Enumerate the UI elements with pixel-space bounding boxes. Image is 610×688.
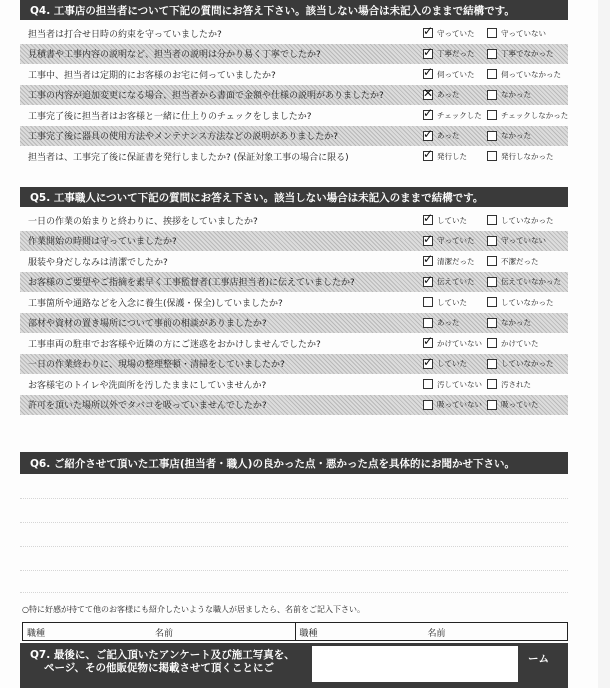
option-label: 発行した bbox=[437, 151, 467, 161]
write-line bbox=[20, 498, 568, 499]
question-text: 許可を頂いた場所以外でタバコを吸っていませんでしたか? bbox=[28, 401, 267, 412]
write-line bbox=[20, 570, 568, 571]
option-label: 守っていた bbox=[437, 28, 475, 38]
option-label: 吸っていた bbox=[501, 400, 539, 410]
answer-option bbox=[487, 256, 539, 267]
option-label: 守っていない bbox=[501, 236, 546, 246]
check-mark-icon: ✓ bbox=[423, 211, 434, 226]
option-label: あった bbox=[437, 131, 460, 141]
answer-option bbox=[423, 44, 475, 59]
answer-option bbox=[423, 334, 482, 349]
question-text: 部材や資材の置き場所について事前の相談がありましたか? bbox=[28, 319, 267, 330]
option-label: していなかった bbox=[501, 359, 554, 369]
q5-row bbox=[20, 313, 568, 334]
answer-option bbox=[487, 28, 546, 39]
q5-question-list bbox=[20, 210, 568, 415]
question-text: 担当者は打合せ日時の約束を守っていましたか? bbox=[28, 29, 222, 40]
option-label: 守っていた bbox=[437, 236, 475, 246]
option-label: 吸っていない bbox=[437, 400, 482, 410]
answer-option bbox=[423, 211, 467, 226]
check-mark-icon: ✓ bbox=[423, 147, 434, 162]
question-text: お客様宅のトイレや洗面所を汚したままにしていませんか? bbox=[28, 380, 267, 391]
write-line bbox=[20, 522, 568, 523]
answer-option bbox=[487, 338, 539, 349]
answer-option bbox=[423, 354, 467, 369]
q5-row bbox=[20, 292, 568, 313]
checkbox[interactable] bbox=[423, 334, 434, 349]
q4-row bbox=[20, 64, 568, 85]
checkbox[interactable] bbox=[423, 272, 434, 287]
question-text: 工事車両の駐車でお客様や近隣の方にご迷惑をおかけしませんでしたか? bbox=[28, 339, 321, 350]
question-text: 工事中、担当者は定期的にお客様のお宅に伺っていましたか? bbox=[28, 70, 276, 81]
q5-row bbox=[20, 231, 568, 252]
answer-option bbox=[423, 379, 482, 390]
option-label: 発行しなかった bbox=[501, 151, 554, 161]
check-mark-icon: ✓ bbox=[423, 44, 434, 59]
referral-cell-2[interactable] bbox=[295, 623, 568, 640]
option-label: 汚していない bbox=[437, 379, 482, 389]
question-text: 工事の内容が追加変更になる場合、担当者から書面で金額や仕様の説明がありましたか? bbox=[28, 91, 384, 102]
checkbox[interactable] bbox=[423, 85, 434, 100]
option-label: していなかった bbox=[501, 297, 554, 307]
checkbox[interactable] bbox=[487, 49, 497, 59]
option-label: あった bbox=[437, 90, 460, 100]
q5-row bbox=[20, 210, 568, 231]
checkbox[interactable] bbox=[487, 151, 497, 161]
answer-option bbox=[423, 126, 460, 141]
checkbox[interactable] bbox=[423, 297, 433, 307]
q4-row bbox=[20, 44, 568, 65]
job-type-label: 職種 bbox=[299, 629, 318, 639]
name-label: 名前 bbox=[427, 629, 446, 639]
answer-option bbox=[487, 69, 561, 80]
answer-option bbox=[423, 231, 475, 246]
checkbox[interactable] bbox=[487, 379, 497, 389]
checkbox[interactable] bbox=[487, 359, 497, 369]
checkbox[interactable] bbox=[487, 277, 497, 287]
option-label: なかった bbox=[501, 90, 531, 100]
referral-note: ○特に好感が持てて他のお客様にも紹介したいような職人が居ましたら、名前をご記入下さい。 bbox=[22, 605, 365, 614]
checkbox[interactable] bbox=[423, 400, 433, 410]
answer-option bbox=[487, 235, 546, 246]
checkbox[interactable] bbox=[423, 126, 434, 141]
checkbox[interactable] bbox=[487, 236, 497, 246]
question-text: 作業開始の時間は守っていましたか? bbox=[28, 237, 177, 248]
question-text: 工事完了後に担当者はお客様と一緒に仕上りのチェックをしましたか? bbox=[28, 111, 312, 122]
checkbox[interactable] bbox=[487, 28, 497, 38]
question-text: 担当者は、工事完了後に保証書を発行しましたか? (保証対象工事の場合に限る) bbox=[28, 152, 349, 163]
answer-option bbox=[487, 89, 531, 100]
answer-option bbox=[487, 276, 561, 287]
option-label: 伝えていた bbox=[437, 277, 475, 287]
job-type-label: 職種 bbox=[27, 629, 46, 639]
option-label: 守っていない bbox=[501, 28, 546, 38]
check-mark-icon: ✓ bbox=[423, 65, 434, 80]
check-mark-icon: ✓ bbox=[423, 24, 434, 39]
answer-option bbox=[423, 272, 475, 287]
checkbox[interactable] bbox=[423, 379, 433, 389]
option-label: 汚された bbox=[501, 379, 531, 389]
checkbox[interactable] bbox=[487, 318, 497, 328]
checkbox[interactable] bbox=[423, 24, 434, 39]
option-label: 不潔だった bbox=[501, 256, 539, 266]
q4-row bbox=[20, 85, 568, 106]
answer-option bbox=[487, 215, 554, 226]
option-label: していた bbox=[437, 359, 467, 369]
q4-question-list bbox=[20, 23, 568, 167]
checkbox[interactable] bbox=[423, 147, 434, 162]
referral-table bbox=[22, 622, 568, 641]
q7-line-2: ページ、その他販促物に掲載させて頂くことにご bbox=[44, 662, 274, 674]
answer-option bbox=[487, 297, 554, 308]
checkbox[interactable] bbox=[487, 131, 497, 141]
answer-option bbox=[423, 106, 482, 121]
checkbox[interactable] bbox=[423, 65, 434, 80]
option-label: あった bbox=[437, 318, 460, 328]
check-mark-icon: ✓ bbox=[423, 106, 434, 121]
option-label: なかった bbox=[501, 131, 531, 141]
option-label: チェックした bbox=[437, 110, 482, 120]
option-label: かけていない bbox=[437, 338, 482, 348]
q7-line-1: Q7. 最後に、ご記入頂いたアンケート及び施工写真を、 bbox=[30, 649, 295, 661]
checkbox[interactable] bbox=[423, 106, 434, 121]
answer-option bbox=[423, 24, 475, 39]
q5-row bbox=[20, 333, 568, 354]
question-text: 一日の作業の始まりと終わりに、挨拶をしていましたか? bbox=[28, 216, 258, 227]
checkbox[interactable] bbox=[423, 354, 434, 369]
q7-line-tail: ーム bbox=[528, 653, 549, 665]
option-label: していた bbox=[437, 215, 467, 225]
check-mark-icon: ✓ bbox=[423, 272, 434, 287]
q6-free-text-area[interactable] bbox=[20, 476, 568, 602]
answer-option bbox=[423, 252, 475, 267]
checkbox[interactable] bbox=[487, 110, 497, 120]
answer-option bbox=[487, 317, 531, 328]
q6-header: Q6. ご紹介させて頂いた工事店(担当者・職人)の良かった点・悪かった点を具体的にお聞かせ下さい。 bbox=[20, 452, 568, 474]
q5-row bbox=[20, 272, 568, 293]
question-text: 見積書や工事内容の説明など、担当者の説明は分かり易く丁寧でしたか? bbox=[28, 50, 321, 61]
checkbox[interactable] bbox=[487, 400, 497, 410]
answer-option bbox=[487, 130, 531, 141]
q4-header: Q4. 工事店の担当者について下記の質問にお答え下さい。該当しない場合は未記入のままで結構です。 bbox=[20, 0, 568, 20]
referral-cell-1[interactable] bbox=[23, 623, 295, 640]
check-mark-icon: ✕ bbox=[423, 85, 434, 100]
answer-option bbox=[487, 399, 539, 410]
option-label: 丁寧だった bbox=[437, 49, 475, 59]
answer-option bbox=[487, 48, 554, 59]
question-text: 工事箇所や通路などを入念に養生(保護・保全)していましたか? bbox=[28, 298, 283, 309]
option-label: チェックしなかった bbox=[501, 110, 569, 120]
q5-row bbox=[20, 354, 568, 375]
option-label: 伺っていた bbox=[437, 69, 475, 79]
checkbox[interactable] bbox=[487, 69, 497, 79]
option-label: 清潔だった bbox=[437, 256, 475, 266]
check-mark-icon: ✓ bbox=[423, 354, 434, 369]
answer-option bbox=[423, 65, 475, 80]
q4-row bbox=[20, 105, 568, 126]
option-label: していた bbox=[437, 297, 467, 307]
check-mark-icon: ✓ bbox=[423, 231, 434, 246]
option-label: かけていた bbox=[501, 338, 539, 348]
question-text: 服装や身だしなみは清潔でしたか? bbox=[28, 257, 168, 268]
scan-edge bbox=[598, 0, 610, 688]
answer-option bbox=[487, 151, 554, 162]
option-label: 伝えていなかった bbox=[501, 277, 561, 287]
checkbox[interactable] bbox=[423, 231, 434, 246]
name-label: 名前 bbox=[155, 629, 174, 639]
redaction-box bbox=[312, 646, 518, 682]
q5-row bbox=[20, 251, 568, 272]
q4-row bbox=[20, 146, 568, 167]
answer-option bbox=[423, 317, 459, 328]
answer-option bbox=[487, 379, 531, 390]
answer-option bbox=[487, 358, 554, 369]
option-label: 伺っていなかった bbox=[501, 69, 561, 79]
answer-option bbox=[423, 297, 467, 308]
option-label: 丁寧でなかった bbox=[501, 49, 554, 59]
checkbox[interactable] bbox=[423, 44, 434, 59]
option-label: していなかった bbox=[501, 215, 554, 225]
q4-row bbox=[20, 126, 568, 147]
question-text: 一日の作業終わりに、現場の整理整頓・清掃をしていましたか? bbox=[28, 360, 285, 371]
answer-option bbox=[487, 110, 568, 121]
check-mark-icon: ✓ bbox=[423, 334, 434, 349]
answer-option bbox=[423, 147, 467, 162]
checkbox[interactable] bbox=[423, 211, 434, 226]
option-label: なかった bbox=[501, 318, 531, 328]
checkbox[interactable] bbox=[487, 215, 497, 225]
q5-header: Q5. 工事職人について下記の質問にお答え下さい。該当しない場合は未記入のままで結構です。 bbox=[20, 187, 568, 207]
answer-option bbox=[423, 399, 482, 410]
write-line bbox=[20, 592, 568, 593]
checkbox[interactable] bbox=[487, 297, 497, 307]
check-mark-icon: ✓ bbox=[423, 126, 434, 141]
checkbox[interactable] bbox=[487, 256, 497, 266]
question-text: 工事完了後に器具の使用方法やメンテナンス方法などの説明がありましたか? bbox=[28, 132, 339, 143]
checkbox[interactable] bbox=[487, 90, 497, 100]
checkbox[interactable] bbox=[423, 318, 433, 328]
write-line bbox=[20, 546, 568, 547]
checkbox[interactable] bbox=[423, 252, 434, 267]
checkbox[interactable] bbox=[487, 338, 497, 348]
check-mark-icon: ✓ bbox=[423, 252, 434, 267]
question-text: お客様のご要望やご指摘を素早く工事監督者(工事店担当者)に伝えていましたか? bbox=[28, 278, 355, 289]
q5-row bbox=[20, 395, 568, 416]
q4-row bbox=[20, 23, 568, 44]
answer-option bbox=[423, 85, 460, 100]
q5-row bbox=[20, 374, 568, 395]
